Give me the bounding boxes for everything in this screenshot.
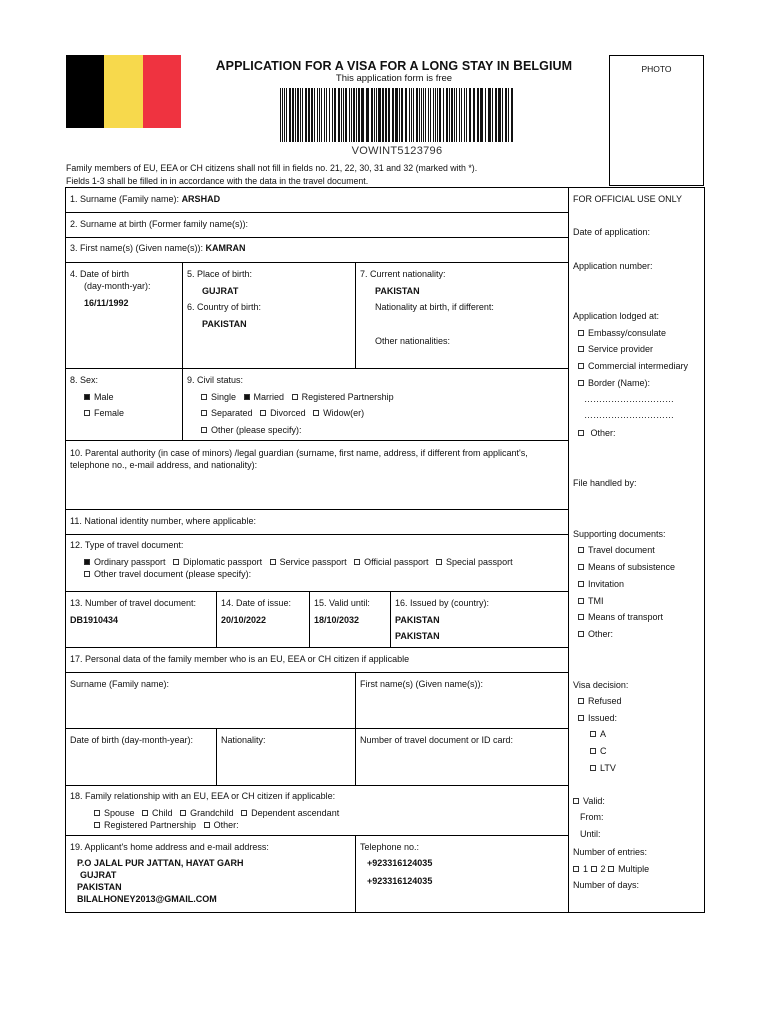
transport-option[interactable]	[578, 612, 663, 622]
barcode-bar	[353, 88, 355, 142]
barcode-number: VOWINT5123796	[351, 145, 443, 157]
barcode-bar	[324, 88, 325, 142]
barcode-bar	[473, 88, 475, 142]
registered-partner-label: Registered Partnership	[104, 820, 197, 830]
valid-checkbox[interactable]	[573, 798, 579, 804]
transport-label: Means of transport	[588, 612, 664, 622]
family-relationship-row-1	[94, 808, 339, 818]
single-checkbox[interactable]	[201, 394, 207, 400]
dob-value[interactable]: 16/11/1992	[84, 298, 129, 308]
other-nationalities-label: Other nationalities:	[375, 336, 451, 346]
barcode-bar	[405, 88, 407, 142]
issued-by-value-2[interactable]: PAKISTAN	[395, 631, 440, 641]
telephone-value-2[interactable]: +923316124035	[367, 876, 433, 886]
refused-label: Refused	[588, 696, 622, 706]
diplomatic-passport-checkbox[interactable]	[173, 559, 179, 565]
civil-status-other-option[interactable]	[201, 425, 302, 435]
visa-decision-label: Visa decision:	[573, 680, 629, 690]
valid-label: Valid:	[583, 796, 605, 806]
barcode-bar	[421, 88, 422, 142]
barcode-bar	[349, 88, 350, 142]
subsistence-label: Means of subsistence	[588, 562, 676, 572]
application-number-label: Application number:	[573, 261, 653, 271]
barcode-bar	[399, 88, 400, 142]
date-of-application-label: Date of application:	[573, 227, 651, 237]
barcode-bar	[317, 88, 318, 142]
barcode-bar	[411, 88, 412, 142]
male-label: Male	[94, 392, 114, 402]
barcode-bar	[435, 88, 436, 142]
other-relationship-checkbox[interactable]	[204, 822, 210, 828]
barcode-bar	[305, 88, 307, 142]
supporting-other-checkbox[interactable]	[578, 631, 584, 637]
child-label: Child	[152, 808, 173, 818]
valid-until-value[interactable]: 18/10/2032	[314, 615, 360, 625]
barcode-bar	[469, 88, 471, 142]
commercial-option[interactable]	[578, 361, 688, 371]
registered-partnership-label: Registered Partnership	[301, 392, 394, 402]
barcode-bar	[300, 88, 301, 142]
divorced-checkbox[interactable]	[260, 410, 266, 416]
barcode-bar	[495, 88, 497, 142]
barcode-bar	[289, 88, 291, 142]
special-passport-label: Special passport	[446, 557, 513, 567]
subsistence-checkbox[interactable]	[578, 564, 584, 570]
barcode-bar	[423, 88, 424, 142]
registered-partner-checkbox[interactable]	[94, 822, 100, 828]
barcode-bar	[308, 88, 310, 142]
other-travel-doc-checkbox[interactable]	[84, 571, 90, 577]
sex-male-option[interactable]	[84, 392, 114, 402]
travel-doc-type-options	[84, 557, 513, 567]
barcode-bar	[358, 88, 360, 142]
official-passport-checkbox[interactable]	[354, 559, 360, 565]
instruction-note-1: Family members of EU, EEA or CH citizens shall not fill in fields no. 21, 22, 30, 31 and 32 (marked with *).	[66, 163, 478, 173]
barcode-bar	[492, 88, 493, 142]
national-id-label[interactable]: 11. National identity number, where applicable:	[70, 516, 256, 526]
parental-authority-label[interactable]: 10. Parental authority (in case of minors) /legal guardian (surname, first name, address, if different from applicant's, telephone no., e-mail address, and nationality):	[70, 448, 528, 470]
divorced-label: Divorced	[270, 408, 306, 418]
separated-label: Separated	[211, 408, 253, 418]
barcode-bar	[311, 88, 313, 142]
dependent-checkbox[interactable]	[241, 810, 247, 816]
other-travel-doc-option[interactable]	[84, 569, 251, 579]
travel-doc-number-label: 13. Number of travel document:	[70, 598, 197, 608]
travel-doc-type-label: 12. Type of travel document:	[70, 540, 184, 550]
ordinary-passport-label: Ordinary passport	[94, 557, 166, 567]
barcode-bar	[280, 88, 281, 142]
barcode-bar	[449, 88, 450, 142]
photo-label: PHOTO	[641, 64, 672, 74]
visa-c-option[interactable]	[590, 746, 607, 756]
special-passport-checkbox[interactable]	[436, 559, 442, 565]
sex-female-option[interactable]	[84, 408, 124, 418]
barcode-bar	[456, 88, 457, 142]
other-travel-doc-label: Other travel document (please specify):	[94, 569, 252, 579]
tmi-option[interactable]	[578, 596, 604, 606]
official-passport-label: Official passport	[364, 557, 429, 567]
address-line-1[interactable]: P.O JALAL PUR JATTAN, HAYAT GARH	[77, 858, 244, 868]
first-name-label: 3. First name(s) (Given name(s)):	[70, 243, 204, 253]
barcode-bar	[505, 88, 507, 142]
ordinary-passport-checkbox[interactable]	[84, 559, 90, 565]
barcode-bar	[446, 88, 448, 142]
sex-label: 8. Sex:	[70, 375, 99, 385]
surname-label: 1. Surname (Family name):	[70, 194, 180, 204]
other-status-checkbox[interactable]	[201, 427, 207, 433]
belgian-flag	[66, 55, 181, 128]
title-part: PPLICATION FOR A VISA FOR A LONG STAY IN	[225, 59, 514, 73]
title-part-end: ELGIUM	[522, 59, 573, 73]
refused-option[interactable]	[578, 696, 622, 706]
embassy-checkbox[interactable]	[578, 330, 584, 336]
surname-value: ARSHAD	[181, 194, 221, 204]
commercial-label: Commercial intermediary	[588, 361, 689, 371]
barcode-bar	[461, 88, 462, 142]
valid-from-label: From:	[580, 812, 604, 822]
eu-docnum-label[interactable]: Number of travel document or ID card:	[360, 735, 514, 745]
barcode-bar	[332, 88, 333, 142]
barcode-bar	[454, 88, 455, 142]
service-provider-label: Service provider	[588, 344, 654, 354]
entries-2-label: 2	[600, 864, 606, 874]
female-checkbox[interactable]	[84, 410, 90, 416]
visa-a-checkbox[interactable]	[590, 731, 596, 737]
border-label: Border (Name):	[588, 378, 651, 388]
barcode-bar	[282, 88, 283, 142]
valid-until-official-label: Until:	[580, 829, 601, 839]
first-name-field[interactable]	[70, 243, 246, 253]
barcode-bar	[443, 88, 444, 142]
barcode-bar	[464, 88, 465, 142]
entries-1-checkbox[interactable]	[573, 866, 579, 872]
eu-family-member-label: 17. Personal data of the family member who is an EU, EEA or CH citizen if applicable	[70, 654, 410, 664]
barcode-bar	[401, 88, 403, 142]
entries-options	[573, 864, 649, 874]
visa-ltv-option[interactable]	[590, 763, 616, 773]
barcode-bar	[511, 88, 513, 142]
dob-format-label: (day-month-yar):	[84, 281, 151, 291]
barcode-bar	[466, 88, 467, 142]
grandchild-checkbox[interactable]	[180, 810, 186, 816]
barcode-bar	[477, 88, 479, 142]
visa-ltv-checkbox[interactable]	[590, 765, 596, 771]
dob-label: 4. Date of birth	[70, 269, 130, 279]
eu-nationality-label[interactable]: Nationality:	[221, 735, 266, 745]
service-provider-option[interactable]	[578, 344, 653, 354]
barcode-bar	[385, 88, 387, 142]
barcode-bar	[334, 88, 336, 142]
barcode-bar	[409, 88, 410, 142]
barcode-bar	[430, 88, 431, 142]
supporting-other-label: Other:	[588, 629, 614, 639]
barcode-bar	[433, 88, 434, 142]
service-passport-checkbox[interactable]	[270, 559, 276, 565]
entries-1-label: 1	[583, 864, 589, 874]
place-of-birth-label: 5. Place of birth:	[187, 269, 253, 279]
address-line-2[interactable]: GUJRAT	[80, 870, 117, 880]
issued-label: Issued:	[588, 713, 618, 723]
travel-doc-checkbox[interactable]	[578, 547, 584, 553]
subsistence-option[interactable]	[578, 562, 675, 572]
barcode-bar	[451, 88, 453, 142]
issued-by-label: 16. Issued by (country):	[395, 598, 490, 608]
barcode-bar	[437, 88, 438, 142]
barcode-bar	[284, 88, 285, 142]
other-status-label: Other (please specify):	[211, 425, 302, 435]
barcode-bar	[388, 88, 390, 142]
barcode-bar	[382, 88, 384, 142]
invitation-option[interactable]	[578, 579, 624, 589]
country-of-birth-value[interactable]: PAKISTAN	[202, 319, 247, 329]
barcode-bar	[351, 88, 352, 142]
border-dots-2: …………………………	[584, 410, 674, 420]
address-line-3[interactable]: PAKISTAN	[77, 882, 122, 892]
country-of-birth-label: 6. Country of birth:	[187, 302, 262, 312]
barcode-bar	[321, 88, 322, 142]
tmi-checkbox[interactable]	[578, 598, 584, 604]
barcode-bar	[319, 88, 320, 142]
file-handled-label: File handled by:	[573, 478, 637, 488]
civil-status-row-1	[201, 392, 394, 402]
eu-dob-label[interactable]: Date of birth (day-month-year):	[70, 735, 194, 745]
embassy-option[interactable]	[578, 328, 666, 338]
barcode-bar	[297, 88, 299, 142]
first-name-value: KAMRAN	[205, 243, 246, 253]
official-use-heading: FOR OFFICIAL USE ONLY	[573, 194, 683, 204]
instruction-note-2: Fields 1-3 shall be filled in in accordance with the data in the travel document.	[66, 176, 369, 186]
current-nationality-value[interactable]: PAKISTAN	[375, 286, 420, 296]
telephone-value-1[interactable]: +923316124035	[367, 858, 433, 868]
flag-stripe-yellow	[104, 55, 142, 128]
supporting-other-option[interactable]	[578, 629, 613, 639]
current-nationality-label: 7. Current nationality:	[360, 269, 446, 279]
form-subtitle: This application form is free	[335, 73, 453, 84]
barcode-bar	[425, 88, 426, 142]
telephone-label: Telephone no.:	[360, 842, 420, 852]
dependent-label: Dependent ascendant	[251, 808, 340, 818]
barcode-bar	[416, 88, 418, 142]
eu-firstname-label[interactable]: First name(s) (Given name(s)):	[360, 679, 484, 689]
issued-by-value-1[interactable]: PAKISTAN	[395, 615, 440, 625]
visa-a-option[interactable]	[590, 729, 606, 739]
travel-doc-label: Travel document	[588, 545, 655, 555]
border-dots-1: …………………………	[584, 394, 674, 404]
female-label: Female	[94, 408, 125, 418]
barcode-bar	[376, 88, 377, 142]
barcode-bar	[292, 88, 294, 142]
barcode-bar	[459, 88, 460, 142]
barcode-bar	[295, 88, 296, 142]
invitation-checkbox[interactable]	[578, 581, 584, 587]
barcode-bar	[356, 88, 357, 142]
barcode-bar	[392, 88, 394, 142]
invitation-label: Invitation	[588, 579, 625, 589]
email-value[interactable]: BILALHONEY2013@GMAIL.COM	[77, 894, 217, 904]
single-label: Single	[211, 392, 237, 402]
refused-checkbox[interactable]	[578, 698, 584, 704]
issued-option[interactable]	[578, 713, 617, 723]
lodged-other-label: Other:	[590, 428, 616, 438]
barcode-bar	[419, 88, 420, 142]
border-checkbox[interactable]	[578, 380, 584, 386]
barcode-bar	[286, 88, 287, 142]
barcode-bar	[345, 88, 347, 142]
barcode-bar	[302, 88, 303, 142]
civil-status-label: 9. Civil status:	[187, 375, 244, 385]
barcode-bar	[371, 88, 373, 142]
barcode-bar	[395, 88, 398, 142]
home-address-label: 19. Applicant's home address and e-mail address:	[70, 842, 269, 852]
entries-2-checkbox[interactable]	[591, 866, 597, 872]
issued-checkbox[interactable]	[578, 715, 584, 721]
registered-partnership-checkbox[interactable]	[292, 394, 298, 400]
barcode-bar	[378, 88, 381, 142]
male-checkbox[interactable]	[84, 394, 90, 400]
barcode-bar	[502, 88, 503, 142]
number-of-days-label: Number of days:	[573, 880, 640, 890]
barcode-bar	[343, 88, 344, 142]
civil-status-row-2	[201, 408, 364, 418]
married-label: Married	[253, 392, 285, 402]
spouse-label: Spouse	[104, 808, 135, 818]
other-relationship-label: Other:	[213, 820, 239, 830]
barcode-bar	[480, 88, 483, 142]
form-title	[210, 58, 578, 73]
married-checkbox[interactable]	[244, 394, 250, 400]
barcode-bar	[329, 88, 330, 142]
family-relationship-row-2	[94, 820, 239, 830]
place-of-birth-value[interactable]: GUJRAT	[202, 286, 239, 296]
border-option[interactable]	[578, 378, 650, 388]
valid-until-label: 15. Valid until:	[314, 598, 370, 608]
lodged-other-option[interactable]	[578, 428, 616, 438]
tmi-label: TMI	[588, 596, 604, 606]
separated-checkbox[interactable]	[201, 410, 207, 416]
photo-box	[609, 55, 704, 186]
visa-a-label: A	[600, 729, 607, 739]
service-passport-label: Service passport	[279, 557, 347, 567]
visa-c-label: C	[600, 746, 607, 756]
barcode-bar	[341, 88, 342, 142]
barcode-bar	[338, 88, 340, 142]
diplomatic-passport-label: Diplomatic passport	[183, 557, 263, 567]
eu-surname-label[interactable]: Surname (Family name):	[70, 679, 170, 689]
application-lodged-label: Application lodged at:	[573, 311, 660, 321]
visa-c-checkbox[interactable]	[590, 748, 596, 754]
valid-option[interactable]	[573, 796, 605, 806]
barcode-bar	[439, 88, 441, 142]
service-provider-checkbox[interactable]	[578, 346, 584, 352]
barcode-bar	[413, 88, 414, 142]
date-of-issue-value[interactable]: 20/10/2022	[221, 615, 267, 625]
number-of-entries-label: Number of entries:	[573, 847, 648, 857]
embassy-label: Embassy/consulate	[588, 328, 667, 338]
lodged-other-checkbox[interactable]	[578, 430, 584, 436]
widow-label: Widow(er)	[323, 408, 365, 418]
grandchild-label: Grandchild	[190, 808, 234, 818]
title-initial-b: B	[513, 58, 523, 73]
visa-ltv-label: LTV	[600, 763, 616, 773]
transport-checkbox[interactable]	[578, 614, 584, 620]
surname-field[interactable]	[70, 194, 220, 204]
date-of-issue-label: 14. Date of issue:	[221, 598, 292, 608]
commercial-checkbox[interactable]	[578, 363, 584, 369]
barcode-bar	[508, 88, 509, 142]
nationality-at-birth-label: Nationality at birth, if different:	[375, 302, 494, 312]
barcode-bar	[428, 88, 429, 142]
barcode-bar	[374, 88, 375, 142]
barcode-bar	[361, 88, 364, 142]
widow-checkbox[interactable]	[313, 410, 319, 416]
flag-stripe-black	[66, 55, 104, 128]
entries-multiple-checkbox[interactable]	[608, 866, 614, 872]
barcode-bar	[314, 88, 315, 142]
title-initial: A	[215, 58, 226, 73]
child-checkbox[interactable]	[142, 810, 148, 816]
entries-multiple-label: Multiple	[618, 864, 650, 874]
travel-doc-number-value[interactable]: DB1910434	[70, 615, 119, 625]
travel-doc-option[interactable]	[578, 545, 655, 555]
barcode-bar	[488, 88, 491, 142]
barcode-bar	[326, 88, 327, 142]
barcode-bar	[498, 88, 501, 142]
spouse-checkbox[interactable]	[94, 810, 100, 816]
barcode-bar	[366, 88, 369, 142]
family-relationship-label: 18. Family relationship with an EU, EEA or CH citizen if applicable:	[70, 791, 336, 801]
barcode-bar	[485, 88, 486, 142]
flag-stripe-red	[143, 55, 181, 128]
surname-at-birth-label[interactable]: 2. Surname at birth (Former family name(s)):	[70, 219, 249, 229]
barcode	[280, 88, 514, 142]
supporting-docs-label: Supporting documents:	[573, 529, 666, 539]
